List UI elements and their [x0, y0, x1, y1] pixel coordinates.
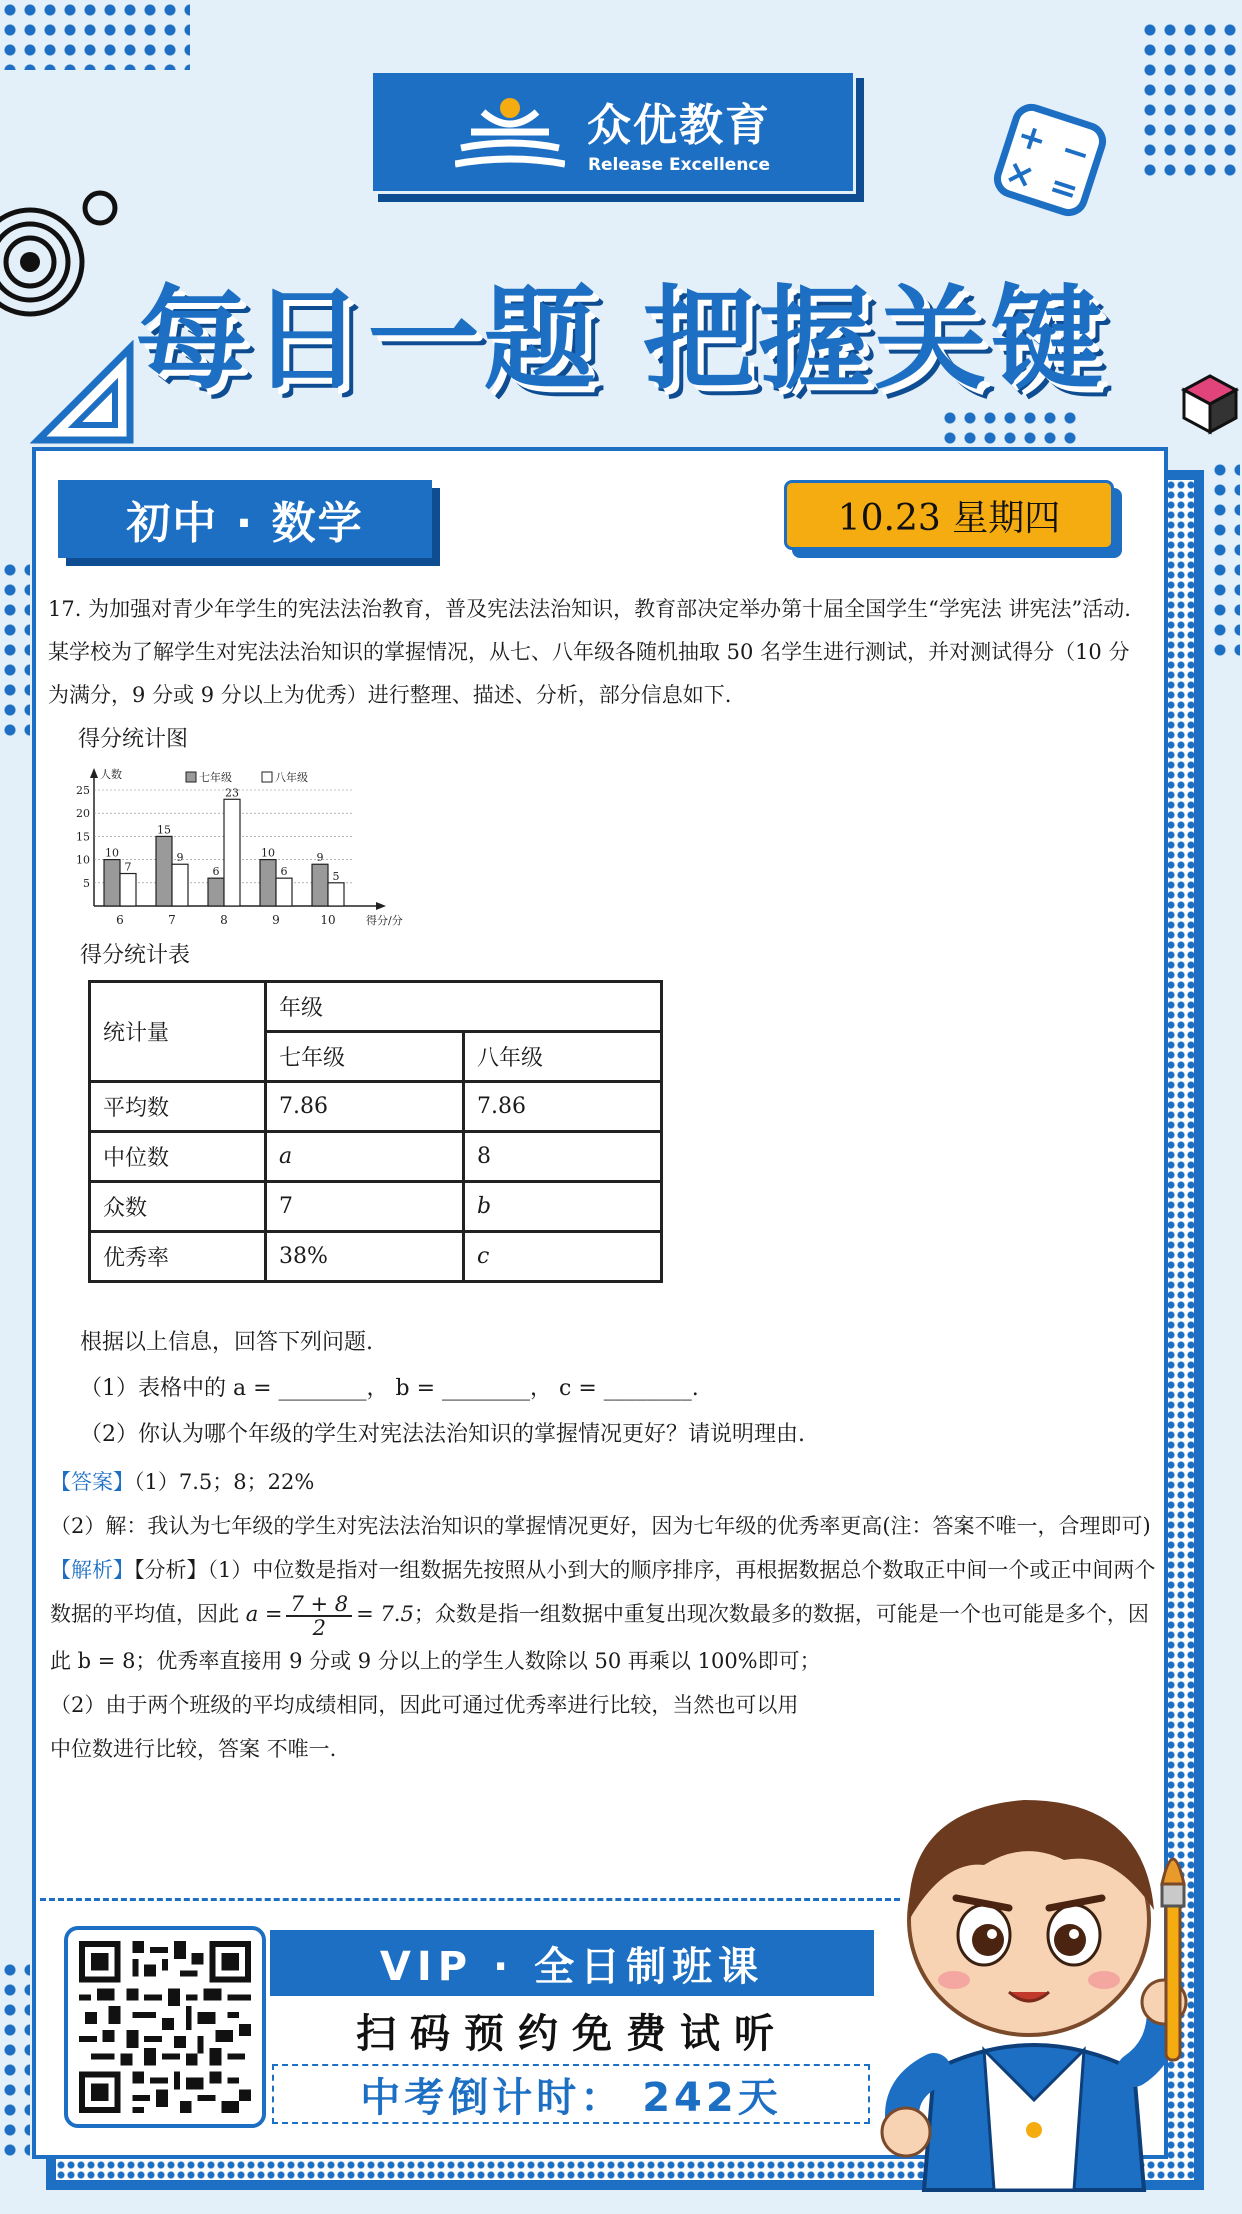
table-title: 得分统计表: [80, 943, 191, 968]
row-label: 优秀率: [90, 1232, 266, 1282]
row-cell: 7.86: [464, 1082, 662, 1132]
formula: [245, 1591, 414, 1640]
score-chart: [60, 760, 420, 930]
y-tick-label: 5: [83, 876, 90, 890]
y-tick-label: 25: [76, 784, 90, 797]
table-row: [90, 1082, 662, 1132]
headline: 每日一题 把握关键: [135, 275, 1107, 405]
formula-result: = 7.5: [356, 1602, 414, 1626]
svg-text:×: ×: [1000, 151, 1040, 198]
calculator-icon: [990, 100, 1110, 220]
row-label: 平均数: [90, 1082, 266, 1132]
bar: [312, 864, 328, 906]
chart-title: 得分统计图: [78, 727, 189, 752]
bar: [276, 878, 292, 906]
x-tick-label: 9: [272, 913, 280, 927]
data-label: 7: [124, 860, 132, 874]
fraction-numerator: 7 + 8: [286, 1593, 352, 1617]
bar: [156, 836, 172, 906]
analysis-tag: 【解析】: [50, 1558, 134, 1582]
table-group-header: 年级: [266, 982, 662, 1032]
analysis-part-2: ；众数是指一组数据中重复出现次数最多的数据，可能是一个也可能是多个，因此 b = 8；优秀率直接用 9 分或 9 分以上的学生人数除以 50 再乘以 100%即可；: [50, 1602, 1149, 1673]
answer-1: （1）7.5；8；22%: [134, 1470, 315, 1494]
x-axis-arrow: [376, 902, 386, 910]
analysis-part-3: （2）由于两个班级的平均成绩相同，因此可通过优秀率进行比较，当然也可以用: [50, 1692, 799, 1717]
table-row: [90, 1132, 662, 1182]
bar: [104, 860, 120, 906]
data-label: 9: [316, 851, 324, 865]
paintbrush-icon: [1148, 1840, 1198, 2070]
bar: [120, 874, 136, 906]
questions: [80, 1320, 805, 1458]
legend-swatch: [186, 772, 196, 782]
row-cell: 7.86: [266, 1082, 464, 1132]
stats-table: [88, 980, 663, 1283]
qr-code[interactable]: [64, 1926, 266, 2128]
fraction-denominator: 2: [312, 1615, 326, 1640]
question-2: （2）你认为哪个年级的学生对宪法法治知识的掌握情况更好？请说明理由.: [80, 1422, 805, 1447]
answer-line-1: [50, 1460, 1160, 1504]
questions-intro: 根据以上信息，回答下列问题.: [80, 1330, 373, 1355]
y-axis-arrow: [90, 768, 98, 778]
table-corner: 统计量: [90, 982, 266, 1082]
row-cell: 38%: [266, 1232, 464, 1282]
formula-lhs: a =: [245, 1602, 283, 1626]
subject-label: 初中 · 数学: [58, 480, 432, 558]
data-label: 10: [105, 846, 119, 860]
legend-swatch: [262, 772, 272, 782]
dots-left-middle: [0, 560, 30, 740]
analysis-part-4: 中位数进行比较，答案 不唯一.: [50, 1736, 337, 1761]
x-tick-label: 8: [220, 913, 228, 927]
brand-logo: [370, 70, 856, 194]
brand-name-en: Release Excellence: [587, 155, 771, 175]
table-row: [90, 1182, 662, 1232]
row-cell: a: [266, 1132, 464, 1182]
bar: [172, 864, 188, 906]
dots-top-left: [0, 0, 190, 70]
fraction: [286, 1593, 352, 1639]
table-col2-header: 八年级: [464, 1032, 662, 1082]
dots-under-headline: [940, 408, 1080, 448]
data-label: 10: [261, 846, 275, 860]
svg-text:−: −: [1055, 129, 1096, 176]
row-cell: c: [464, 1232, 662, 1282]
dots-bottom-left: [0, 1960, 30, 2160]
qr-code-icon: [79, 1941, 251, 2113]
x-tick-label: 7: [168, 913, 176, 927]
row-cell: 8: [464, 1132, 662, 1182]
legend-label: 八年级: [275, 771, 308, 784]
bar: [328, 883, 344, 906]
y-axis-label: 人数: [100, 768, 122, 781]
data-label: 9: [176, 851, 184, 865]
y-tick-label: 15: [76, 830, 90, 844]
bar: [260, 860, 276, 906]
row-cell: 7: [266, 1182, 464, 1232]
logo-text: [587, 89, 771, 175]
vip-banner: VIP · 全日制班课: [270, 1930, 874, 1996]
table-col1-header: 七年级: [266, 1032, 464, 1082]
y-tick-label: 10: [76, 853, 90, 867]
question-text: 17. 为加强对青少年学生的宪法法治教育，普及宪法法治知识，教育部决定举办第十届全国学生“学宪法 讲宪法”活动. 某学校为了解学生对宪法法治知识的掌握情况，从七、八年级各随机抽取 50 名学生进行测试，并对测试得分（10 分为满分，9 分或 9 分以上为优秀）进行整理、描述、分析，部分信息如下.: [48, 597, 1131, 707]
bar: [208, 878, 224, 906]
chart-bars: [104, 799, 344, 906]
legend-label: 七年级: [199, 771, 232, 784]
dots-top-right: [1140, 20, 1240, 180]
row-label: 众数: [90, 1182, 266, 1232]
row-cell: b: [464, 1182, 662, 1232]
y-tick-label: 20: [76, 807, 90, 821]
bar: [224, 799, 240, 906]
data-label: 5: [332, 869, 340, 883]
data-label: 23: [225, 786, 239, 800]
x-tick-label: 10: [320, 913, 336, 927]
answer-tag: 【答案】: [50, 1470, 134, 1494]
answer-2: （2）解：我认为七年级的学生对宪法法治知识的掌握情况更好，因为七年级的优秀率更高(注：答案不唯一，合理即可): [50, 1514, 1151, 1538]
dots-right-middle: [1210, 460, 1240, 660]
data-label: 6: [280, 865, 288, 879]
data-label: 6: [212, 865, 220, 879]
data-label: 15: [157, 823, 171, 837]
svg-text:=: =: [1044, 165, 1084, 213]
question-1: （1）表格中的 a = ________， b = ________， c = ________.: [80, 1376, 699, 1401]
row-label: 中位数: [90, 1132, 266, 1182]
scan-to-book[interactable]: 扫码预约免费试听: [356, 2010, 788, 2057]
divider: [40, 1898, 900, 1901]
logo-icon: [455, 92, 565, 172]
analysis-part-1: 【分析】（1）中位数是指对一组数据先按照从小到大的顺序排序，再根据数据总个数取正中间一个或正中间两个数据的平均值，因此: [50, 1558, 1156, 1626]
brand-name-cn: 众优教育: [587, 100, 771, 151]
x-tick-label: 6: [116, 913, 124, 927]
analysis: [50, 1548, 1160, 1683]
answer-section: [50, 1460, 1160, 1771]
svg-text:+: +: [1012, 114, 1052, 162]
date-badge: 10.23 星期四: [784, 480, 1114, 550]
exam-countdown: 中考倒计时： 242天: [272, 2064, 870, 2124]
x-axis-label: 得分/分: [366, 914, 403, 927]
table-row: [90, 1232, 662, 1282]
